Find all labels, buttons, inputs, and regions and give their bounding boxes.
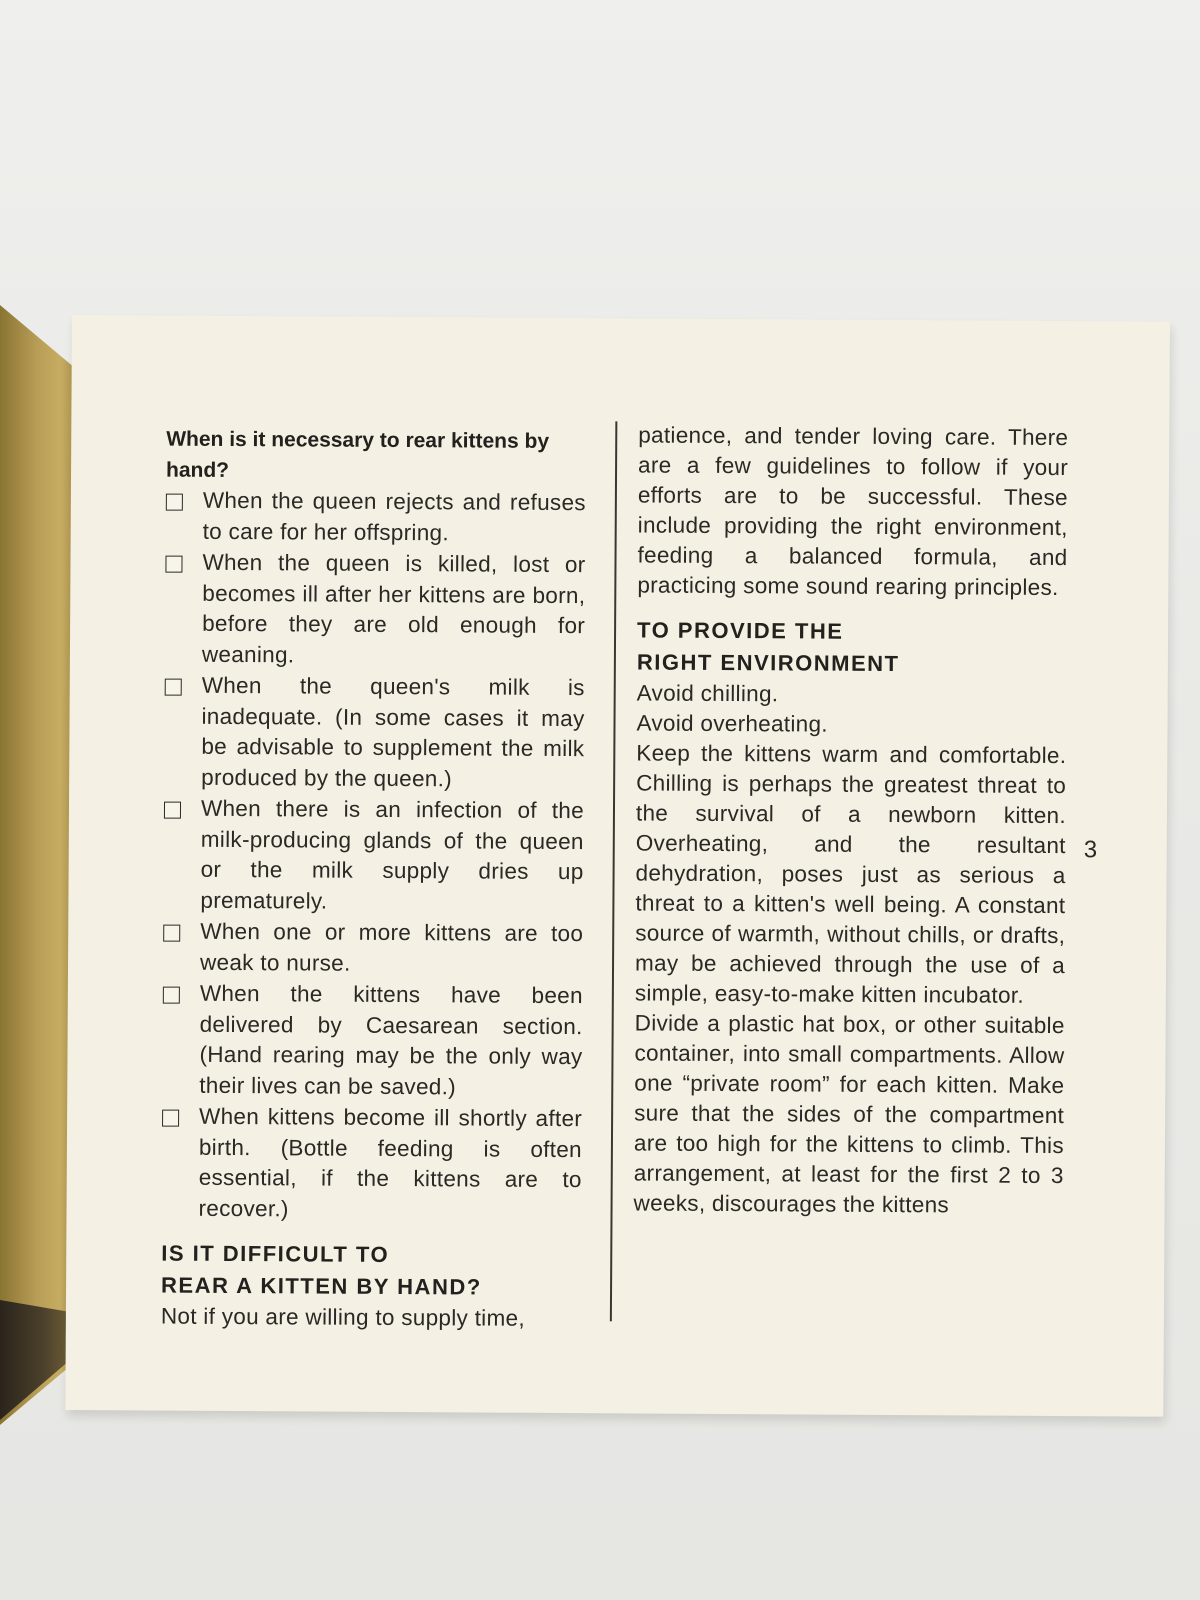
section-text: Not if you are willing to supply time, bbox=[160, 1303, 526, 1331]
environment-heading-line-1: TO PROVIDE THE bbox=[637, 617, 844, 644]
checklist-item-text: When the queen is killed, lost or becomes ill after her kittens are born, before they are old enough for weaning. bbox=[201, 549, 586, 667]
question-heading: When is it necessary to rear kittens by hand? bbox=[165, 427, 550, 482]
checkbox-icon bbox=[162, 1110, 179, 1127]
checkbox-icon bbox=[165, 679, 182, 696]
incubator-paragraph: Divide a plastic hat box, or other suitable container, into small compartments. Allow one “private room” for each kitten. Make sure that the sides of the compartment are too high for the kittens to climb. This arrangement, at least for the first 2 to 3 weeks, discourages the kittens bbox=[633, 1010, 1065, 1218]
checklist-item bbox=[161, 1102, 582, 1227]
checklist-item-text: When the kittens have been delivered by Caesarean section. (Hand rearing may be the only way their lives can be saved.) bbox=[199, 980, 583, 1099]
checkbox-icon bbox=[165, 556, 182, 573]
left-column bbox=[161, 424, 587, 1335]
checkbox-icon bbox=[164, 802, 181, 819]
section-heading-line-2: REAR A KITTEN BY HAND? bbox=[160, 1272, 482, 1300]
checklist bbox=[161, 486, 586, 1227]
checklist-item-text: When one or more kittens are too weak to nurse. bbox=[199, 918, 584, 976]
page-number: 3 bbox=[1083, 836, 1098, 864]
environment-heading-line-2: RIGHT ENVIRONMENT bbox=[636, 649, 900, 677]
checkbox-icon bbox=[163, 987, 180, 1004]
checklist-item-text: When there is an infection of the milk-producing glands of the queen or the milk supply dries up prematurely. bbox=[200, 795, 585, 914]
checklist-item bbox=[165, 548, 586, 673]
checklist-item bbox=[163, 917, 583, 981]
section-heading-line-1: IS IT DIFFICULT TO bbox=[161, 1240, 390, 1267]
checklist-item-text: When the queen rejects and refuses to care for her offspring. bbox=[202, 487, 586, 545]
checklist-item-text: When kittens become ill shortly after birth. (Bottle feeding is often essential, if the kittens are to recover.) bbox=[198, 1103, 583, 1221]
right-column bbox=[633, 420, 1068, 1221]
checklist-item bbox=[166, 486, 586, 550]
column-divider bbox=[610, 421, 617, 1321]
checklist-item bbox=[164, 671, 585, 796]
intro-paragraph: patience, and tender loving care. There are a few guidelines to follow if your efforts are to be successful. These include providing the right environment, feeding a balanced formula, and practicing some sound rearing principles. bbox=[637, 422, 1069, 601]
checklist-item bbox=[163, 794, 584, 919]
section-heading-environment bbox=[637, 614, 1067, 681]
checkbox-icon bbox=[166, 494, 183, 511]
checklist-item bbox=[162, 979, 583, 1104]
booklet-page bbox=[65, 315, 1170, 1417]
warmth-paragraph: Keep the kittens warm and comfortable. Chilling is perhaps the greatest threat to the survival of a newborn kitten. Overheating, and the resultant dehydration, poses just as serious a threat to a kitten's well being. A constant source of warmth, without chills, or drafts, may be achieved through the use of a simple, easy-to-make kitten incubator. bbox=[634, 740, 1067, 1008]
checkbox-icon bbox=[163, 925, 180, 942]
checklist-item-text: When the queen's milk is inadequate. (In some cases it may be advisable to supplement the milk produced by the queen.) bbox=[201, 672, 585, 791]
section-heading-difficulty bbox=[161, 1238, 581, 1305]
avoid-chilling-line: Avoid chilling. bbox=[636, 680, 779, 707]
avoid-overheating-line: Avoid overheating. bbox=[636, 710, 828, 737]
